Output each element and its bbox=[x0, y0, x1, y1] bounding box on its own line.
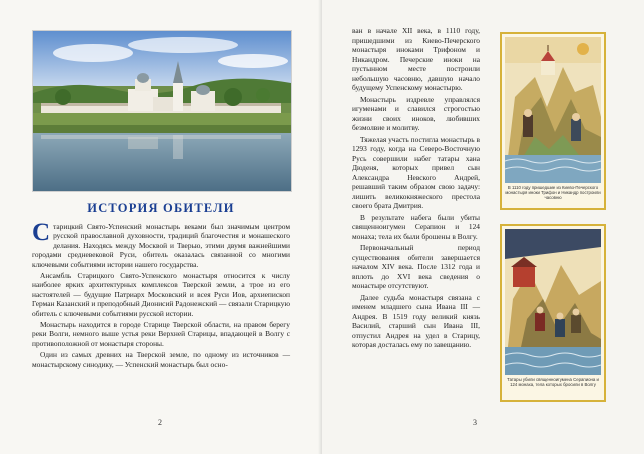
section-heading: ИСТОРИЯ ОБИТЕЛИ bbox=[87, 201, 235, 215]
icon-caption: Татары убили священноигумена Серапиона и 124 монаха, тела которых бросили в Волгу bbox=[507, 377, 599, 387]
icon-illustration-bottom bbox=[500, 224, 606, 402]
left-body-text bbox=[32, 219, 290, 371]
paragraph: ван в начале XII века, в 1110 году, пришедшими из Киево-Печерского монастыря иноками Трифоном и Никандром. Печерские иноки на пустынном месте построили небольшую часовню, давшую начало будущему Успенскому монастырю. bbox=[352, 26, 480, 92]
right-body-text bbox=[352, 26, 480, 352]
icon-illustration-top bbox=[500, 32, 606, 210]
monastery-photo bbox=[32, 30, 292, 192]
page-number: 2 bbox=[158, 418, 162, 427]
icon-caption: В 1110 году пришедшие из Киево-Печерского монастыря иноки Трифон и Никандр построили часовню bbox=[505, 185, 601, 200]
drop-cap: С bbox=[32, 219, 51, 246]
paragraph: Тяжелая участь постигла монастырь в 1293 году, когда на Северо-Восточную Русь совершили набег татары хана Дюденя, которых привел сын Александра Невского Андрей, решавший таким образом свою задачу: лишить великокняжеского престола своего брата Дмитрия. bbox=[352, 134, 480, 210]
paragraph: В результате набега были убиты священноигумен Серапион и 124 монаха; тела их были брошены в Волгу. bbox=[352, 212, 480, 241]
paragraph bbox=[32, 219, 290, 269]
paragraph: Монастырь находится в городе Старице Тверской области, на правом берегу реки Волги, немного выше устья реки Верхней Старицы, впадающей в Волгу с противоположной от монастыря стороны. bbox=[32, 320, 290, 348]
paragraph: Монастырь издревле управлялся игуменами и славился строгостью жизни своих иноков, любивших безмолвие и молитву. bbox=[352, 94, 480, 132]
paragraph: Один из самых древних на Тверской земле, по одному из источников — монастырскому синодику, — Успенский монастырь был осно- bbox=[32, 350, 290, 369]
paragraph: Ансамбль Старицкого Свято-Успенского монастыря относится к числу наиболее ярких архитектурных комплексов Тверской земли, а трое из его настоятелей — будущие Патриарх Московский и всея Руси Иов, архиепископ Герман Казанский и преподобный Дионисий Радонежский — связали Старицкую обитель с ключевыми событиями русской истории. bbox=[32, 271, 290, 318]
paragraph: Первоначальный период существования обители завершается началом XIV века. После 1312 года и вплоть до XVI века сведения о монастыре отсутствуют. bbox=[352, 243, 480, 290]
paragraph: Далее судьба монастыря связана с именем младшего сына Ивана III — Андрея. В 1519 году великий князь Василий, старший сын Ивана III, отпустил Андрея на удел в Старицу, которая досталась ему по завещанию. bbox=[352, 292, 480, 349]
page-number: 3 bbox=[473, 418, 477, 427]
paragraph-text: тарицкий Свято-Успенский монастырь веками был значимым центром русской православной духовности, традиций благочестия и монашеского делания. Находясь между Москвой и Тверью, этими двумя важнейшими городами средневековой Руси, обитель оказалась связанной со многими ключевыми событиями истории нашего государства. bbox=[32, 222, 290, 269]
